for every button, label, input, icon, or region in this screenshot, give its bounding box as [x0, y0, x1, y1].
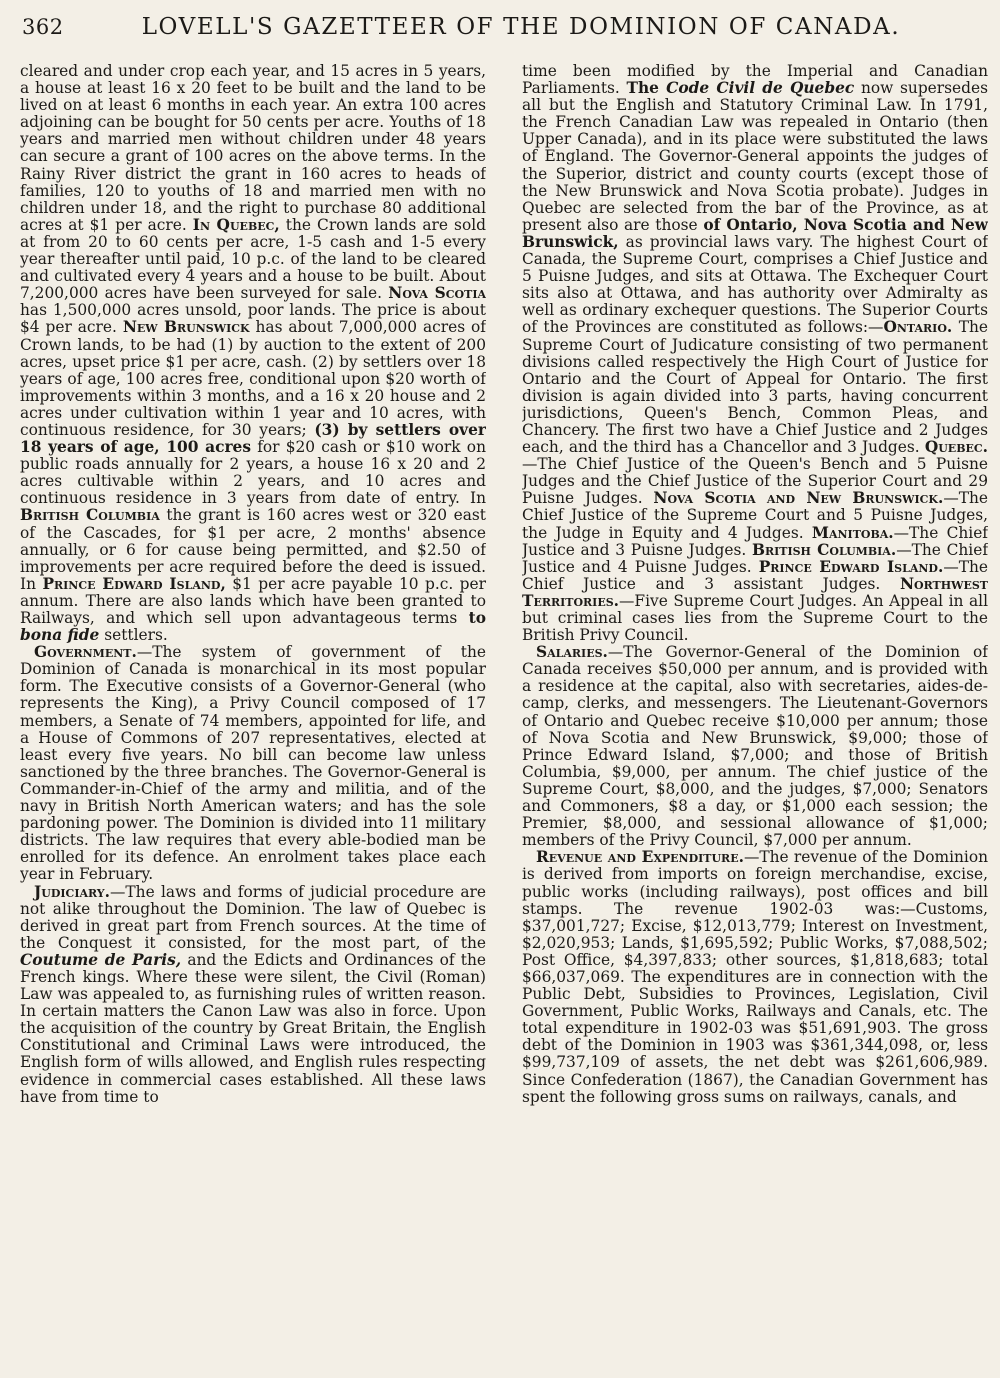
italic-phrase: bona fide: [20, 626, 100, 645]
judiciary-section: Judiciary.—The laws and forms of judicial procedure are not alike throughout the Dominion. The law of Quebec is derived in great part from French sources. At the time of the Conquest it consisted, for the most part, of the Coutume de Paris, and the Edicts and Ordinances of the French kings. Where these were silent, the Civil (Roman) Law was appealed to, as furnishing rules of written reason. In certain matters the Canon Law was also in force. Upon the acquisition of the country by Great Britain, the English Constitutional and Criminal Laws were introduced, the English form of wills allowed, and English rules respecting evidence in commercial cases established. All these laws have from time to: [20, 882, 486, 1106]
province-name: Nova Scotia and New Brunswick.: [653, 489, 944, 508]
right-column: [522, 63, 988, 1373]
text-columns: [20, 63, 988, 1373]
italic-phrase: Code Civil de Quebec: [666, 79, 855, 98]
province-name: New Brunswick: [122, 318, 250, 337]
section-heading: Salaries.: [536, 643, 608, 662]
revenue-section: Revenue and Expenditure.—The revenue of the Dominion is derived from imports on foreign merchandise, excise, public works (including railways), post offices and bill stamps. The revenue 1902-03 was:—Customs, $37,001,727; Excise, $12,013,779; Interest on Investment, $2,020,953; Lands, $1,695,592; Public Works, $7,088,502; Post Office, $4,397,833; other sources, $1,818,683; total $66,037,069. The expenditures are in connection with the Public Debt, Subsidies to Provinces, Legislation, Civil Government, Public Works, Railways and Canals, etc. The total expenditure in 1902-03 was $51,691,903. The gross debt of the Dominion in 1903 was $361,344,098, or, less $99,737,109 of assets, the net debt was $261,606,989. Since Confederation (1867), the Canadian Government has spent the following gross sums on railways, canals, and: [522, 848, 988, 1106]
province-name: Quebec.: [924, 438, 988, 457]
running-title: LOVELL'S GAZETTEER OF THE DOMINION OF CANADA.: [141, 14, 901, 40]
page-header: [22, 2, 990, 52]
courts-paragraph: time been modified by the Imperial and Canadian Parliaments. The Code Civil de Quebec now supersedes all but the English and Statutory Criminal Law. In 1791, the French Canadian Law was repealed in Ontario (then Upper Canada), and in its place were substituted the laws of England. The Governor-General appoints the judges of the Superior, district and county courts (except those of the New Brunswick and Nova Scotia probate). Judges in Quebec are selected from the bar of the Province, as at present also are those of Ontario, Nova Scotia and New Brunswick, as provincial laws vary. The highest Court of Canada, the Supreme Court, comprises a Chief Justice and 5 Puisne Judges, and sits at Ottawa. The Exchequer Court sits also at Ottawa, and has authority over Admiralty as well as ordinary exchequer questions. The Superior Courts of the Provinces are constituted as follows:—Ontario. The Supreme Court of Judicature consisting of two permanent divisions called respectively the High Court of Justice for Ontario and the Court of Appeal for Ontario. The first division is again divided into 3 parts, having concurrent jurisdictions, Queen's Bench, Common Pleas, and Chancery. The first two have a Chief Justice and 2 Judges each, and the third has a Chancellor and 3 Judges. Quebec.—The Chief Justice of the Queen's Bench and 5 Puisne Judges and the Chief Justice of the Superior Court and 29 Puisne Judges. Nova Scotia and New Brunswick.—The Chief Justice of the Supreme Court and 5 Puisne Judges, the Judge in Equity and 4 Judges. Manitoba.—The Chief Justice and 3 Puisne Judges. British Columbia.—The Chief Justice and 4 Puisne Judges. Prince Edward Island.—The Chief Justice and 3 assistant Judges. Northwest Territories.—Five Supreme Court Judges. An Appeal in all but criminal cases lies from the Supreme Court to the British Privy Council.: [522, 63, 988, 645]
section-heading: Revenue and Expenditure.: [536, 848, 744, 867]
government-section: Government.—The system of government of the Dominion of Canada is monarchical in its most popular form. The Executive consists of a Governor-General (who represents the King), a Privy Council composed of 17 members, a Senate of 74 members, appointed for life, and a House of Commons of 207 representatives, elected at least every five years. No bill can become law unless sanctioned by the three branches. The Governor-General is Commander-in-Chief of the army and militia, and of the navy in British North American waters; and has the sole pardoning power. The Dominion is divided into 11 military districts. The law requires that every able-bodied man be enrolled for its defence. An enrolment takes place each year in February.: [20, 643, 486, 884]
page-number: 362: [22, 15, 64, 39]
province-name: Prince Edward Island.: [758, 557, 944, 576]
province-name: Manitoba.: [811, 523, 894, 542]
salaries-section: Salaries.—The Governor-General of the Dominion of Canada receives $50,000 per annum, and is provided with a residence at the capital, also with secretaries, aides-de-camp, clerks, and messengers. The Lieutenant-Governors of Ontario and Quebec receive $10,000 per annum; those of Nova Scotia and New Brunswick, $9,000; those of Prince Edward Island, $7,000; and those of British Columbia, $9,000, per annum. The chief justice of the Supreme Court, $8,000, and the judges, $7,000; Senators and Commoners, $8 a day, or $1,000 each session; the Premier, $8,000, and sessional allowance of $1,000; members of the Privy Council, $7,000 per annum.: [522, 643, 988, 850]
province-name: Northwest Territories.: [522, 574, 988, 610]
province-name: Prince Edward Island,: [42, 574, 226, 593]
section-heading: Government.: [34, 643, 137, 662]
province-name: Nova Scotia: [388, 284, 486, 303]
province-name: Ontario.: [883, 318, 953, 337]
italic-phrase: Coutume de Paris,: [20, 950, 182, 969]
province-name: British Columbia: [20, 506, 160, 525]
province-name: British Columbia.: [751, 540, 897, 559]
section-heading: Judiciary.: [34, 882, 111, 901]
left-column: [20, 63, 486, 1373]
province-name: In Quebec,: [192, 215, 280, 234]
crown-lands-paragraph: cleared and under crop each year, and 15 acres in 5 years, a house at least 16 x 20 feet to be built and the land to be lived on at least 6 months in each year. An extra 100 acres adjoining can be bought for 50 cents per acre. Youths of 18 years and married men without children under 48 years can secure a grant of 100 acres on the above terms. In the Rainy River district the grant in 160 acres to heads of families, 120 to youths of 18 and married men with no children under 18, and the right to purchase 80 additional acres at $1 per acre. In Quebec, the Crown lands are sold at from 20 to 60 cents per acre, 1-5 cash and 1-5 every year thereafter until paid, 10 p.c. of the land to be cleared and cultivated every 4 years and a house to be built. About 7,200,000 acres have been surveyed for sale. Nova Scotia has 1,500,000 acres unsold, poor lands. The price is about $4 per acre. New Brunswick has about 7,000,000 acres of Crown lands, to be had (1) by auction to the extent of 200 acres, upset price $1 per acre, cash. (2) by settlers over 18 years of age, 100 acres free, conditional upon $20 worth of improvements within 3 months, and a 16 x 20 house and 2 acres under cultivation within 1 year and 10 acres, with continuous residence, for 30 years; (3) by settlers over 18 years of age, 100 acres for $20 cash or $10 work on public roads annually for 2 years, a house 16 x 20 and 2 acres cultivable within 2 years, and 10 acres and continuous residence in 3 years from date of entry. In British Columbia the grant is 160 acres west or 320 east of the Cascades, for $1 per acre, 2 months' absence annually, or 6 for cause being permitted, and $2.50 of improvements per acre required before the deed is issued. In Prince Edward Island, $1 per acre payable 10 p.c. per annum. There are also lands which have been granted to Railways, and which sell upon advantageous terms to bona fide settlers.: [20, 63, 486, 645]
